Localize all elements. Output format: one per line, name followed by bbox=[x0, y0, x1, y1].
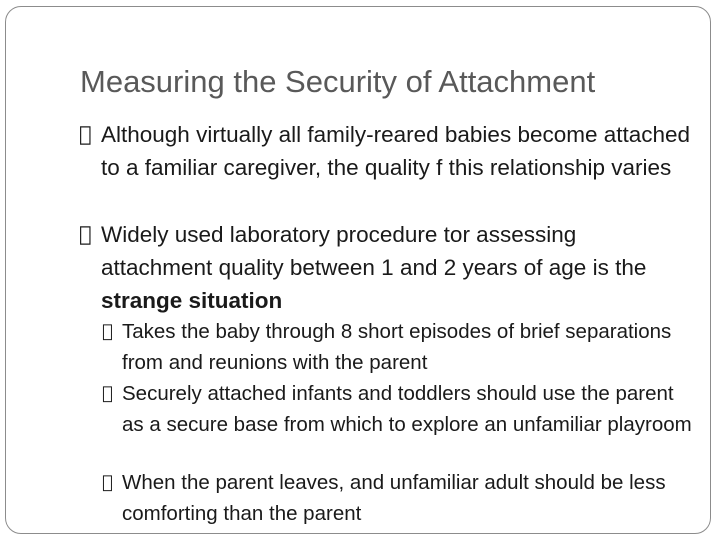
bullet-text: Widely used laboratory procedure tor assessing attachment quality between 1 and 2 years of age is the bbox=[101, 222, 647, 280]
bullet-marker-icon bbox=[102, 467, 113, 498]
sub-bullet-item bbox=[122, 378, 692, 440]
sub-bullet-item bbox=[122, 467, 692, 529]
sub-bullet-text: Securely attached infants and toddlers should use the parent as a secure base from which to explore an unfamiliar playroom bbox=[122, 382, 692, 436]
bullet-marker-icon bbox=[102, 378, 113, 409]
sub-bullet-text: Takes the baby through 8 short episodes of brief separations from and reunions with the parent bbox=[122, 320, 672, 374]
sub-bullet-item bbox=[122, 316, 692, 378]
bullet-marker-icon bbox=[79, 218, 92, 251]
bullet-marker-icon bbox=[79, 118, 92, 151]
bullet-item bbox=[101, 118, 691, 184]
bullet-emphasis: strange situation bbox=[101, 288, 283, 313]
sub-bullet-text: When the parent leaves, and unfamiliar adult should be less comforting than the parent bbox=[122, 471, 666, 525]
bullet-item bbox=[101, 218, 691, 317]
bullet-marker-icon bbox=[102, 316, 113, 347]
slide-title: Measuring the Security of Attachment bbox=[80, 64, 596, 99]
bullet-text: Although virtually all family-reared babies become attached to a familiar caregiver, the quality f this relationship varies bbox=[101, 122, 691, 180]
